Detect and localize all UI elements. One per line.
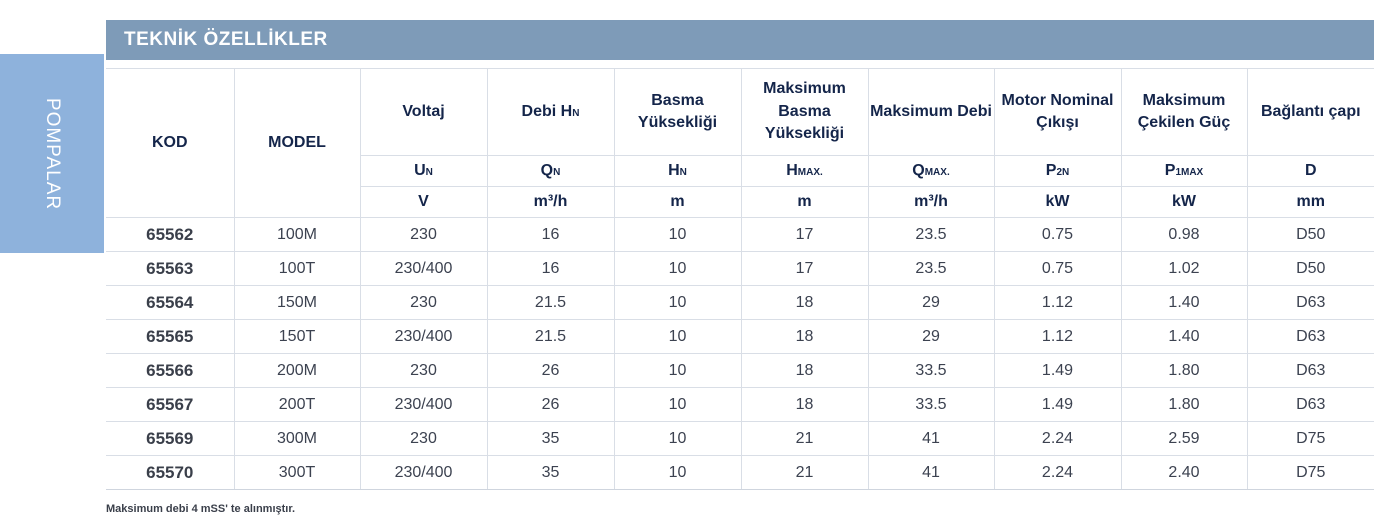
section-title: TEKNİK ÖZELLİKLER <box>106 20 1374 60</box>
cell-kod: 65565 <box>106 320 234 354</box>
table-row <box>106 252 1374 286</box>
header-kod: KOD <box>106 69 234 218</box>
cell-motor-output: 1.12 <box>994 320 1121 354</box>
cell-debi: 16 <box>487 218 614 252</box>
unit-voltaj: V <box>360 187 487 218</box>
symbol-motor-output: P2N <box>994 156 1121 187</box>
footnote: Maksimum debi 4 mSS' te alınmıştır. <box>106 503 296 515</box>
cell-basma: 10 <box>614 218 741 252</box>
cell-motor-output: 2.24 <box>994 456 1121 490</box>
cell-max-basma: 17 <box>741 218 868 252</box>
cell-basma: 10 <box>614 388 741 422</box>
cell-voltaj: 230 <box>360 422 487 456</box>
cell-kod: 65567 <box>106 388 234 422</box>
table-row <box>106 354 1374 388</box>
cell-model: 150M <box>234 286 360 320</box>
header-model: MODEL <box>234 69 360 218</box>
unit-basma: m <box>614 187 741 218</box>
header-debi-text: Debi H <box>521 102 573 120</box>
table-row <box>106 388 1374 422</box>
cell-kod: 65566 <box>106 354 234 388</box>
cell-basma: 10 <box>614 422 741 456</box>
cell-max-basma: 21 <box>741 422 868 456</box>
cell-max-debi: 41 <box>868 422 994 456</box>
symbol-max-debi: QMAX. <box>868 156 994 187</box>
unit-max-debi: m³/h <box>868 187 994 218</box>
cell-max-debi: 29 <box>868 286 994 320</box>
cell-max-power: 1.40 <box>1121 320 1247 354</box>
symbol-voltaj: UN <box>360 156 487 187</box>
cell-max-basma: 18 <box>741 320 868 354</box>
cell-voltaj: 230/400 <box>360 456 487 490</box>
cell-connection: D63 <box>1247 354 1374 388</box>
table-row <box>106 218 1374 252</box>
cell-kod: 65562 <box>106 218 234 252</box>
cell-debi: 16 <box>487 252 614 286</box>
cell-max-basma: 18 <box>741 286 868 320</box>
cell-model: 100T <box>234 252 360 286</box>
unit-connection: mm <box>1247 187 1374 218</box>
symbol-max-basma: HMAX. <box>741 156 868 187</box>
cell-max-power: 1.80 <box>1121 354 1247 388</box>
cell-motor-output: 2.24 <box>994 422 1121 456</box>
cell-model: 300M <box>234 422 360 456</box>
cell-max-debi: 41 <box>868 456 994 490</box>
cell-motor-output: 1.49 <box>994 388 1121 422</box>
cell-kod: 65564 <box>106 286 234 320</box>
symbol-basma: HN <box>614 156 741 187</box>
symbol-max-power: P1MAX <box>1121 156 1247 187</box>
cell-max-basma: 17 <box>741 252 868 286</box>
cell-max-debi: 23.5 <box>868 252 994 286</box>
cell-max-basma: 18 <box>741 354 868 388</box>
cell-max-power: 2.59 <box>1121 422 1247 456</box>
cell-connection: D63 <box>1247 388 1374 422</box>
cell-max-power: 1.80 <box>1121 388 1247 422</box>
unit-max-basma: m <box>741 187 868 218</box>
cell-debi: 26 <box>487 388 614 422</box>
cell-basma: 10 <box>614 320 741 354</box>
cell-kod: 65569 <box>106 422 234 456</box>
cell-max-debi: 23.5 <box>868 218 994 252</box>
header-max-basma: Maksimum Basma Yüksekliği <box>741 69 868 156</box>
cell-connection: D63 <box>1247 320 1374 354</box>
cell-voltaj: 230/400 <box>360 388 487 422</box>
cell-motor-output: 1.49 <box>994 354 1121 388</box>
cell-debi: 35 <box>487 422 614 456</box>
cell-max-debi: 33.5 <box>868 388 994 422</box>
header-max-power: Maksimum Çekilen Güç <box>1121 69 1247 156</box>
cell-voltaj: 230 <box>360 354 487 388</box>
cell-motor-output: 1.12 <box>994 286 1121 320</box>
table-row <box>106 320 1374 354</box>
cell-model: 150T <box>234 320 360 354</box>
symbol-connection: D <box>1247 156 1374 187</box>
cell-voltaj: 230/400 <box>360 320 487 354</box>
cell-voltaj: 230 <box>360 286 487 320</box>
cell-voltaj: 230/400 <box>360 252 487 286</box>
cell-kod: 65570 <box>106 456 234 490</box>
header-basma: Basma Yüksekliği <box>614 69 741 156</box>
cell-debi: 35 <box>487 456 614 490</box>
cell-connection: D75 <box>1247 422 1374 456</box>
cell-debi: 21.5 <box>487 286 614 320</box>
cell-model: 200T <box>234 388 360 422</box>
cell-max-debi: 33.5 <box>868 354 994 388</box>
side-tab-label: POMPALAR <box>42 97 63 210</box>
cell-model: 100M <box>234 218 360 252</box>
cell-debi: 21.5 <box>487 320 614 354</box>
cell-max-power: 0.98 <box>1121 218 1247 252</box>
cell-max-basma: 18 <box>741 388 868 422</box>
cell-basma: 10 <box>614 286 741 320</box>
table-row <box>106 422 1374 456</box>
spec-table <box>106 68 1374 490</box>
cell-max-power: 2.40 <box>1121 456 1247 490</box>
header-debi-sub: N <box>572 107 580 119</box>
header-voltaj: Voltaj <box>360 69 487 156</box>
cell-connection: D50 <box>1247 252 1374 286</box>
table-row <box>106 456 1374 490</box>
cell-model: 200M <box>234 354 360 388</box>
cell-max-power: 1.40 <box>1121 286 1247 320</box>
cell-debi: 26 <box>487 354 614 388</box>
cell-model: 300T <box>234 456 360 490</box>
cell-basma: 10 <box>614 354 741 388</box>
header-max-debi: Maksimum Debi <box>868 69 994 156</box>
header-connection: Bağlantı çapı <box>1247 69 1374 156</box>
cell-basma: 10 <box>614 252 741 286</box>
table-row <box>106 286 1374 320</box>
side-tab <box>0 54 104 253</box>
cell-connection: D63 <box>1247 286 1374 320</box>
unit-max-power: kW <box>1121 187 1247 218</box>
header-motor-output: Motor Nominal Çıkışı <box>994 69 1121 156</box>
cell-max-basma: 21 <box>741 456 868 490</box>
cell-connection: D50 <box>1247 218 1374 252</box>
unit-motor-output: kW <box>994 187 1121 218</box>
cell-connection: D75 <box>1247 456 1374 490</box>
cell-kod: 65563 <box>106 252 234 286</box>
cell-max-debi: 29 <box>868 320 994 354</box>
cell-voltaj: 230 <box>360 218 487 252</box>
cell-max-power: 1.02 <box>1121 252 1247 286</box>
header-debi <box>487 69 614 156</box>
unit-debi: m³/h <box>487 187 614 218</box>
symbol-debi: QN <box>487 156 614 187</box>
cell-motor-output: 0.75 <box>994 252 1121 286</box>
cell-basma: 10 <box>614 456 741 490</box>
cell-motor-output: 0.75 <box>994 218 1121 252</box>
